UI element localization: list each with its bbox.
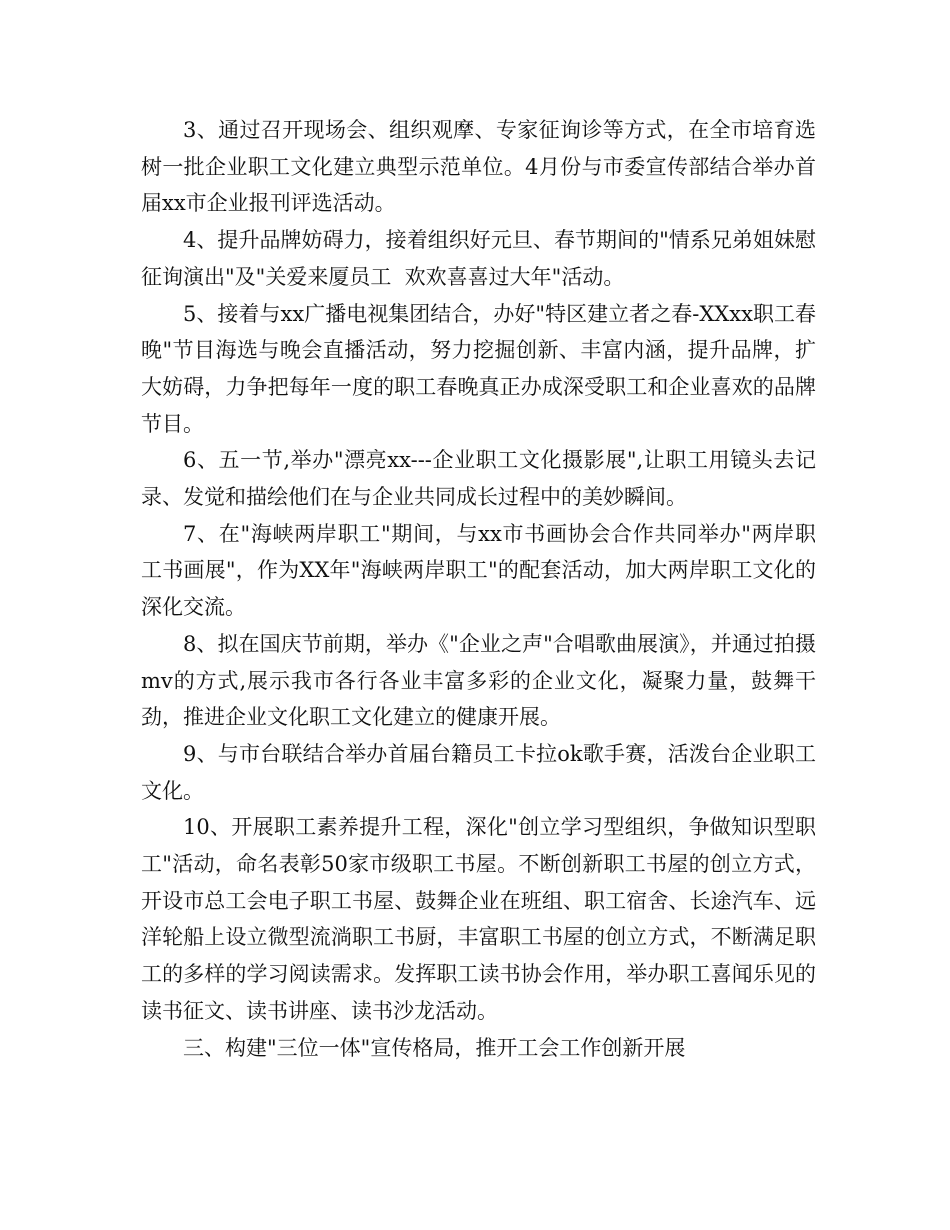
section-heading-3: 三、构建"三位一体"宣传格局，推开工会工作创新开展: [183, 1035, 686, 1060]
paragraph-item-10: 10、开展职工素养提升工程，深化"创立学习型组织，争做知识型职工"活动，命名表彰50家市级职工书屋。不断创新职工书屋的创立方式，开设市总工会电子职工书屋、鼓舞企业在班组、职工宿舍、长途汽车、远洋轮船上设立微型流淌职工书厨，丰富职工书屋的创立方式，不断满足职工的多样的学习阅读需求。发挥职工读书协会作用，举办职工喜闻乐见的读书征文、读书讲座、读书沙龙活动。: [141, 815, 816, 1023]
paragraph-item-3: 3、通过召开现场会、组织观摩、专家征询诊等方式，在全市培育选树一批企业职工文化建立典型示范单位。4月份与市委宣传部结合举办首届xx市企业报刊评选活动。: [141, 118, 816, 216]
paragraph-item-9: 9、与市台联结合举办首届台籍员工卡拉ok歌手赛，活泼台企业职工文化。: [141, 741, 816, 803]
paragraph-item-7: 7、在"海峡两岸职工"期间，与xx市书画协会合作共同举办"两岸职工书画展"，作为XX年"海峡两岸职工"的配套活动，加大两岸职工文化的深化交流。: [141, 521, 816, 620]
paragraph-item-8: 8、拟在国庆节前期，举办《"企业之声"合唱歌曲展演》，并通过拍摄mv的方式,展示我市各行各业丰富多彩的企业文化，凝聚力量，鼓舞干劲，推进企业文化职工文化建立的健康开展。: [141, 631, 816, 730]
paragraph-item-4: 4、提升品牌妨碍力，接着组织好元旦、春节期间的"情系兄弟姐妹慰征询演出"及"关爱来厦员工 欢欢喜喜过大年"活动。: [141, 228, 816, 289]
document-body: [141, 112, 816, 1066]
paragraph-item-6: 6、五一节,举办"漂亮xx---企业职工文化摄影展",让职工用镜头去记录、发觉和描绘他们在与企业共同成长过程中的美妙瞬间。: [141, 448, 816, 510]
paragraph-item-5: 5、接着与xx广播电视集团结合，办好"特区建立者之春-XXxx职工春晚"节目海选与晚会直播活动，努力挖掘创新、丰富内涵，提升品牌，扩大妨碍，力争把每年一度的职工春晚真正办成深受职工和企业喜欢的品牌节目。: [141, 301, 816, 436]
